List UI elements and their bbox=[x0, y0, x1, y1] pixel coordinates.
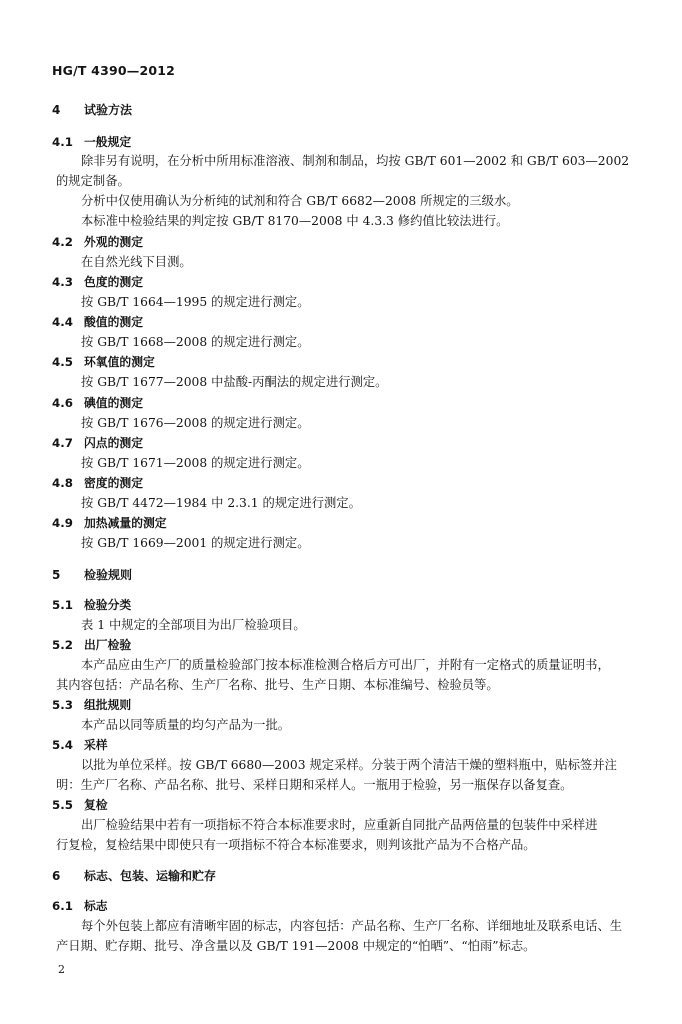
section-number: 4.6 bbox=[52, 396, 73, 410]
section-title: 加热减量的测定 bbox=[84, 516, 167, 530]
section-5-heading bbox=[52, 568, 132, 582]
section-title: 色度的测定 bbox=[84, 275, 143, 289]
section-number: 4.2 bbox=[52, 235, 73, 249]
paragraph-line: 按 GB/T 1669—2001 的规定进行测定。 bbox=[81, 536, 310, 550]
section-title: 出厂检验 bbox=[84, 638, 132, 652]
section-title: 密度的测定 bbox=[84, 476, 143, 490]
section-4-7-heading bbox=[52, 436, 143, 450]
section-4-3-heading bbox=[52, 275, 143, 289]
section-title: 组批规则 bbox=[84, 698, 132, 712]
section-title: 标志 bbox=[84, 899, 108, 913]
section-title: 环氧值的测定 bbox=[84, 355, 155, 369]
section-title: 酸值的测定 bbox=[84, 315, 143, 329]
section-6-1-heading bbox=[52, 899, 108, 913]
paragraph-line: 表 1 中规定的全部项目为出厂检验项目。 bbox=[81, 618, 306, 632]
paragraph-line: 其内容包括：产品名称、生产厂名称、批号、生产日期、本标准编号、检验员等。 bbox=[56, 678, 499, 692]
paragraph-line: 本产品以同等质量的均匀产品为一批。 bbox=[81, 718, 291, 732]
section-5-2-heading bbox=[52, 638, 131, 652]
section-6-heading bbox=[52, 869, 216, 883]
section-4-1-heading bbox=[52, 135, 131, 149]
section-5-3-heading bbox=[52, 698, 131, 712]
page-number: 2 bbox=[58, 963, 65, 976]
section-number: 4.7 bbox=[52, 436, 73, 450]
section-number: 5.2 bbox=[52, 638, 73, 652]
section-5-5-heading bbox=[52, 798, 108, 812]
section-5-4-heading bbox=[52, 738, 108, 752]
paragraph-line: 每个外包装上都应有清晰牢固的标志，内容包括：产品名称、生产厂名称、详细地址及联系电话、生 bbox=[81, 919, 623, 933]
section-number: 4 bbox=[52, 103, 61, 117]
paragraph-line: 除非另有说明，在分析中所用标准溶液、制剂和制品，均按 GB/T 601—2002 和 GB/T 603—2002 bbox=[81, 154, 630, 168]
section-4-2-heading bbox=[52, 235, 143, 249]
section-4-heading bbox=[52, 103, 132, 117]
section-4-8-heading bbox=[52, 476, 143, 490]
section-title: 采样 bbox=[84, 738, 108, 752]
paragraph-line: 按 GB/T 1671—2008 的规定进行测定。 bbox=[81, 456, 310, 470]
section-title: 复检 bbox=[84, 798, 108, 812]
standard-code-header: HG/T 4390—2012 bbox=[52, 63, 176, 78]
paragraph-line: 本标准中检验结果的判定按 GB/T 8170—2008 中 4.3.3 修约值比较法进行。 bbox=[81, 214, 509, 228]
section-4-6-heading bbox=[52, 396, 143, 410]
paragraph-line: 行复检，复检结果中即使只有一项指标不符合本标准要求，则判该批产品为不合格产品。 bbox=[56, 838, 536, 852]
paragraph-line: 按 GB/T 1668—2008 的规定进行测定。 bbox=[81, 335, 310, 349]
paragraph-line: 本产品应由生产厂的质量检验部门按本标准检测合格后方可出厂，并附有一定格式的质量证明书， bbox=[81, 658, 610, 672]
section-4-5-heading bbox=[52, 355, 155, 369]
paragraph-line: 按 GB/T 1676—2008 的规定进行测定。 bbox=[81, 416, 310, 430]
paragraph-line: 明：生产厂名称、产品名称、批号、采样日期和采样人。一瓶用于检验，另一瓶保存以备复查。 bbox=[56, 778, 573, 792]
section-number: 4.9 bbox=[52, 516, 73, 530]
section-number: 6.1 bbox=[52, 899, 73, 913]
paragraph-line: 以批为单位采样。按 GB/T 6680—2003 规定采样。分装于两个清洁干燥的塑料瓶中，贴标签并注 bbox=[81, 758, 617, 772]
section-number: 5.3 bbox=[52, 698, 73, 712]
section-title: 标志、包装、运输和贮存 bbox=[84, 869, 217, 883]
section-title: 一般规定 bbox=[84, 135, 132, 149]
paragraph-line: 出厂检验结果中若有一项指标不符合本标准要求时，应重新自同批产品两倍量的包装件中采样进 bbox=[81, 818, 598, 832]
section-number: 6 bbox=[52, 869, 61, 883]
section-title: 外观的测定 bbox=[84, 235, 143, 249]
section-4-4-heading bbox=[52, 315, 143, 329]
section-number: 5.5 bbox=[52, 798, 73, 812]
section-number: 4.3 bbox=[52, 275, 73, 289]
paragraph-line: 产日期、贮存期、批号、净含量以及 GB/T 191—2008 中规定的“怕晒”、“怕雨”标志。 bbox=[56, 939, 536, 953]
paragraph-line: 按 GB/T 1677—2008 中盐酸-丙酮法的规定进行测定。 bbox=[81, 375, 388, 389]
section-title: 试验方法 bbox=[84, 103, 133, 117]
paragraph-line: 按 GB/T 1664—1995 的规定进行测定。 bbox=[81, 295, 310, 309]
section-title: 闪点的测定 bbox=[84, 436, 143, 450]
section-number: 4.4 bbox=[52, 315, 73, 329]
paragraph-line: 在自然光线下目测。 bbox=[81, 255, 192, 269]
section-5-1-heading bbox=[52, 598, 131, 612]
section-4-9-heading bbox=[52, 516, 167, 530]
paragraph-line: 的规定制备。 bbox=[56, 174, 130, 188]
section-number: 4.1 bbox=[52, 135, 73, 149]
section-number: 5.4 bbox=[52, 738, 73, 752]
paragraph-line: 按 GB/T 4472—1984 中 2.3.1 的规定进行测定。 bbox=[81, 496, 361, 510]
section-number: 5 bbox=[52, 568, 61, 582]
paragraph-line: 分析中仅使用确认为分析纯的试剂和符合 GB/T 6682—2008 所规定的三级水。 bbox=[81, 194, 519, 208]
section-title: 检验规则 bbox=[84, 568, 133, 582]
section-number: 5.1 bbox=[52, 598, 73, 612]
section-number: 4.8 bbox=[52, 476, 73, 490]
section-title: 碘值的测定 bbox=[84, 396, 143, 410]
section-number: 4.5 bbox=[52, 355, 73, 369]
section-title: 检验分类 bbox=[84, 598, 132, 612]
